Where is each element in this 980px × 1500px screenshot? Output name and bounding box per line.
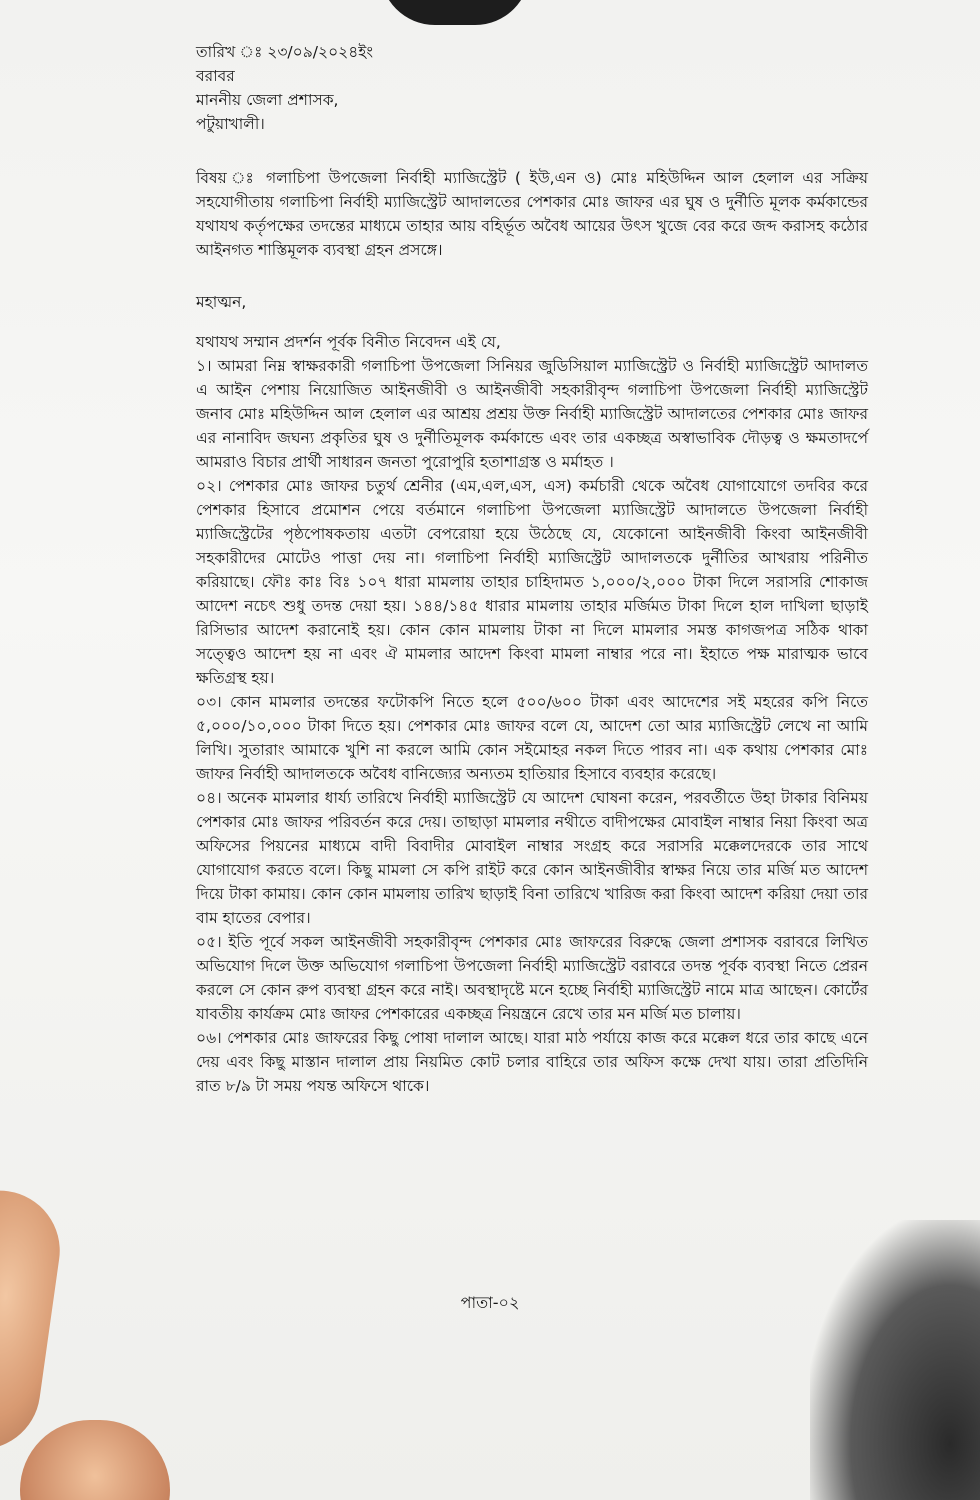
paragraph-6: ০৬। পেশকার মোঃ জাফরের কিছু পোষা দালাল আছে। যারা মাঠ পর্যায়ে কাজ করে মক্কেল ধরে তার কাছে এনে দেয় এবং কিছু মাস্তান দালাল প্রায় নিয়মিত কোট চলার বাহিরে তার অফিস কক্ষে দেখা যায়। তারা প্রতিদিনি রাত ৮/৯ টা সময় পযন্ত অফিসে থাকে। <box>196 1028 868 1095</box>
thumb <box>0 1183 68 1457</box>
letter-place: পটুয়াখালী। <box>196 115 265 133</box>
paragraph-1: ১। আমরা নিম্ন স্বাক্ষরকারী গলাচিপা উপজেলা সিনিয়র জুডিসিয়াল ম্যাজিস্ট্রেট ও নির্বাহী ম্যাজিস্ট্রেট আদালত এ আইন পেশায় নিয়োজিত আইনজীবী ও আইনজীবী সহকারীবৃন্দ গলাচিপা উপজেলা নির্বাহী ম্যাজিস্ট্রেট জনাব মোঃ মহিউদ্দিন আল হেলাল এর আশ্রয় প্রশ্রয় উক্ত নির্বাহী ম্যাজিস্ট্রেট আদালতের পেশকার মোঃ জাফর এর নানাবিদ জঘন্য প্রকৃতির ঘুষ ও দুর্নীতিমূলক কর্মকান্ডে এবং তার একচ্ছত্র অস্বাভাবিক দৌড়ত্ব ও ক্ষমতাদর্পে আমরাও বিচার প্রার্থী সাধারন জনতা পুরোপুরি হতাশাগ্রস্ত ও মর্মাহত । <box>196 356 868 471</box>
paragraph-2: ০২। পেশকার মোঃ জাফর চতুর্থ শ্রেনীর (এম,এল,এস, এস) কর্মচারী থেকে অবৈধ যোগাযোগে তদবির করে পেশকার হিসাবে প্রমোশন পেয়ে বর্তমানে গলাচিপা উপজেলা ম্যাজিস্ট্রেট আদালতে উপজেলা নির্বাহী ম্যাজিস্ট্রেটের পৃষ্ঠপোষকতায় এতটা বেপরোয়া হয়ে উঠেছে যে, যেকোনো আইনজীবী কিংবা আইনজীবী সহকারীদের মোটেও পাত্তা দেয় না। গলাচিপা নির্বাহী ম্যাজিস্ট্রেট আদালতকে দুর্নীতির আখরায় পরিনীত করিয়াছে। ফৌঃ কাঃ বিঃ ১০৭ ধারা মামলায় তাহার চাহিদামত ১,০০০/২,০০০ টাকা দিলে সরাসরি শোকাজ আদেশ নচেৎ শুধু তদন্ত দেয়া হয়। ১৪৪/১৪৫ ধারার মামলায় তাহার মর্জিমত টাকা দিলে হাল দাখিলা ছাড়াই রিসিভার আদেশ করানোই হয়। কোন কোন মামলায় টাকা না দিলে মামলার সমস্ত কাগজপত্র সঠিক থাকা সত্ত্বেও আদেশ হয় না এবং ঐ মামলার আদেশ কিংবা মামলা নাম্বার পরে না। ইহাতে পক্ষ মারাত্মক ভাবে ক্ষতিগ্রস্থ হয়। <box>196 476 868 687</box>
paragraph-5: ০৫। ইতি পূর্বে সকল আইনজীবী সহকারীবৃন্দ পেশকার মোঃ জাফরের বিরুদ্ধে জেলা প্রশাসক বরাবরে লিখিত অভিযোগ দিলে উক্ত অভিযোগ গলাচিপা উপজেলা নির্বাহী ম্যাজিস্ট্রেট বরাবরে তদন্ত পূর্বক ব্যবস্থা নিতে প্রেরন করলে সে কোন রুপ ব্যবস্থা গ্রহন করে নাই। অবস্থাদৃষ্টে মনে হচ্ছে নির্বাহী ম্যাজিস্ট্রেট নামে মাত্র আছেন। কোর্টের যাবতীয় কার্যক্রম মোঃ জাফর পেশকারের একচ্ছত্র নিয়ন্ত্রনে রেখে তার মন মর্জি মত চালায়। <box>196 932 868 1023</box>
letter-recipient: মাননীয় জেলা প্রশাসক, <box>196 91 339 109</box>
letter-salutation: মহাত্মন, <box>196 293 247 311</box>
finger <box>20 1420 170 1500</box>
letter-subject: বিষয় ঃ গলাচিপা উপজেলা নির্বাহী ম্যাজিস্ট্রেট ( ইউ,এন ও) মোঃ মহিউদ্দিন আল হেলাল এর সক্রিয় সহযোগীতায় গলাচিপা নির্বাহী ম্যাজিস্ট্রেট আদালতের পেশকার মোঃ জাফর এর ঘুষ ও দুর্নীতি মূলক কর্মকান্ডের যথাযথ কর্তৃপক্ষের তদন্তের মাধ্যমে তাহার আয় বহির্ভূত অবৈধ আয়ের উৎস খুজে বের করে জব্দ করাসহ কঠোর আইনগত শাস্তিমূলক ব্যবস্থা গ্রহন প্রসঙ্গে। <box>196 169 868 259</box>
top-shadow <box>380 0 530 25</box>
paragraph-4: ০৪। অনেক মামলার ধার্য্য তারিখে নির্বাহী ম্যাজিস্ট্রেট যে আদেশ ঘোষনা করেন, পরবর্তীতে উহা টাকার বিনিময় পেশকার মোঃ জাফর পরিবর্তন করে দেয়। তাছাড়া মামলার নথীতে বাদীপক্ষের মোবাইল নাম্বার নিয়া কিংবা অত্র অফিসের পিয়নের মাধ্যমে বাদী বিবাদীর মোবাইল নাম্বার সংগ্রহ করে সরাসরি মক্কেলদেরকে তার সাথে যোগাযোগ করতে বলে। কিছু মামলা সে কপি রাইট করে কোন আইনজীবীর স্বাক্ষর নিয়ে তার মর্জি মত আদেশ দিয়ে টাকা কামায়। কোন কোন মামলায় তারিখ ছাড়াই বিনা তারিখে খারিজ করা কিংবা আদেশ করিয়া দেয়া তার বাম হাতের বেপার। <box>196 788 868 927</box>
page-number: পাতা-০২ <box>460 1293 520 1312</box>
letter-date: তারিখ ঃ ২৩/০৯/২০২৪ইং <box>196 43 374 61</box>
paragraph-3: ০৩। কোন মামলার তদন্তের ফটোকপি নিতে হলে ৫০০/৬০০ টাকা এবং আদেশের সই মহরের কপি নিতে ৫,০০০/১০,০০০ টাকা দিতে হয়। পেশকার মোঃ জাফর বলে যে, আদেশ তো আর ম্যাজিস্ট্রেট লেখে না আমি লিখি। সুতারাং আমাকে খুশি না করলে আমি কোন সইমোহর নকল দিতে পারব না। এক কথায় পেশকার মোঃ জাফর নির্বাহী আদালতকে অবৈধ বানিজ্যের অন্যতম হাতিয়ার হিসাবে ব্যবহার করেছে। <box>196 692 868 783</box>
letter-body <box>196 40 868 1098</box>
corner-shadow <box>810 1220 980 1500</box>
letter-intro: যথাযথ সম্মান প্রদর্শন পূর্বক বিনীত নিবেদন এই যে, <box>196 332 501 351</box>
letter-to: বরাবর <box>196 67 235 85</box>
